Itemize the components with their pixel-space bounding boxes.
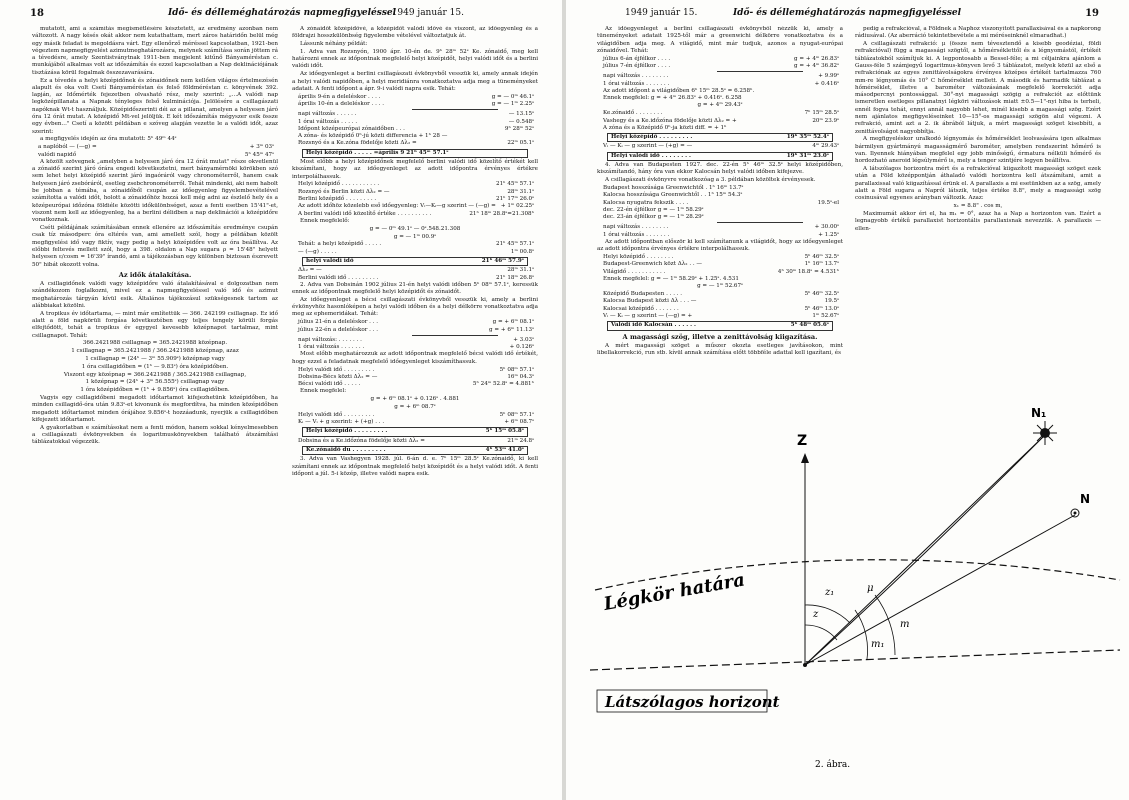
calculation-row [597, 224, 843, 231]
calculation-value: 19ʰ 31ᵐ 23.0ˢ [786, 152, 829, 159]
calculation-label: Helyi középidő . . . . . . . . . . . [298, 181, 380, 188]
calculation-row [292, 241, 538, 248]
calculation-row [597, 214, 843, 221]
calculation-value: 28ᵐ 31.1ˢ [507, 267, 534, 274]
calculation-label: Az adott időhöz közelebb eső időegyenleg: Vᵢ—Kᵢ—g szerint — (—g) = [298, 203, 496, 210]
calculation-row [597, 313, 843, 320]
sum-rule [717, 222, 803, 223]
calculation-row [597, 276, 843, 283]
calculation-label: Dobsina és a Ke.időzóna födelője közti Δλ₂ = [298, 437, 425, 444]
calculation-label: Δλ₂ = — [298, 267, 322, 274]
calculation-value: 21ʰ 18ᵐ 28.8ˢ=21.308ʰ [469, 210, 534, 217]
calculation-label: július 22-én a deleléskor . . . [298, 326, 379, 333]
calculation-label: napi változás . . . . . . . . [603, 224, 669, 231]
calculation-label: Vashegy és a Ke.időzóna födelője közti Δλ₂ = + [603, 117, 737, 124]
left-page [0, 0, 564, 800]
calculation-label: Időpont középeurópai zónaidőben . . . [298, 125, 405, 132]
calculation-value: 20ᵐ 23.9ˢ [812, 117, 839, 124]
calculation-row [597, 88, 843, 95]
calculation-row [292, 203, 538, 210]
section-heading: A magassági szög, illetve a zenittávolság kiigazítása. [622, 332, 818, 341]
calculation-label: Ke.zónaidő du . . . . . . . . . [306, 447, 386, 454]
calculation-value: 7ʰ 15ᵐ 28.5ˢ [804, 110, 839, 117]
calculation-label: helyi valódi idő [306, 257, 354, 264]
calculation-row [292, 319, 538, 326]
calculation-row [597, 192, 843, 199]
calculation-value: 5ʰ 08ᵐ 57.1ˢ [499, 411, 534, 418]
calculation-value: 28ᵐ 31.1ˢ [507, 188, 534, 195]
calculation-value: 5ʰ 46ᵐ 13.0ˢ [804, 305, 839, 312]
calculation-row [597, 110, 843, 117]
paragraph: Az időegyenleget a berlini csillagászati évkönyvből nézzük ki, amely a tüneményeket adatait 1925-től már a greenwichi délkörre vonatkoztatva és a világidőben adja meg. A világidő, mint már tudjuk, azonos a nyugat-európai zónaidővel. Tehát: [597, 26, 843, 54]
calculation-label: Tehát: a helyi középidő . . . . . [298, 241, 382, 248]
true-sun-ray [805, 515, 1075, 665]
calculation-value: 21ʰ 18ᵐ 26.8ˢ [496, 274, 534, 281]
calculation-label: A zóna és a Középidő 0ʰ-ja közti diff. = + 1ʰ [603, 124, 727, 131]
paragraph: 3. Adva van Vashegyen 1928. júl. 6-án d. e. 7ʰ 15ᵐ 28.5ˢ Ke.zónaidő, ki kell számítani ennek az időpontnak megfelelő helyi középidőt és a helyi valódi időt. A fenti időpont a júl. 5-i közép, illetve valódi napra esik. [292, 456, 538, 477]
calculation-label: Bécsi valódi idő . . . . . [298, 381, 361, 388]
right-page-column-1 [597, 26, 843, 390]
calculation-value: 4ʰ 53ᵐ 41.0ˢ [485, 447, 524, 454]
formula-line: g = + 4ᵐ 29.43ˢ [697, 102, 743, 109]
left-page-column-2 [292, 26, 538, 794]
calculation-row [597, 269, 843, 276]
calculation-label: Berlini középidő . . . . . . . . . [298, 196, 377, 203]
calculation-row [607, 321, 833, 330]
formula-line: 1 középnap = (24ʰ + 3ᵐ 56.555ˢ) csillagnap vagy [85, 379, 225, 386]
calculation-row [292, 101, 538, 108]
calculation-label: Helyi valódi idő . . . . . . . . [611, 152, 691, 159]
issue-date: 1949 január 15. [625, 8, 698, 18]
paragraph: Vagyis egy csillagidőbeni megadott időtartamot kifejezhetünk középidőben, ha minden csillagidő-óra után 9.83ˢ-et kivonunk és megfordítva, ha minden középidőben megadott időtartamot minden órájához 9.856ˢ-t hozzáadunk, nyerjük a csillagidőben kifejezett időtartamot. [32, 395, 278, 423]
formula-line: 1 óra csillagidőben = (1ʰ — 9.83ˢ) óra középidőben. [81, 363, 229, 370]
running-title: Idő- és délleméghatározás napmegfigyeléssel [732, 8, 962, 18]
calculation-row [597, 232, 843, 239]
calculation-label: Ke.zónaidő . . . . . . . . [603, 110, 663, 117]
calculation-row [292, 249, 538, 256]
calculation-label: Budapest-Greenwich közt Δλ₂ . . — [603, 261, 703, 268]
atmosphere-label: Légkör határa [602, 569, 747, 615]
left-page-column-1 [32, 26, 278, 794]
calculation-label: Az adott időpont a világidőben 6ʰ 15ᵐ 28.5ˢ = 6.258ʰ. [603, 87, 755, 94]
calculation-value: + 3.03ˢ [513, 336, 534, 343]
sum-rule [717, 71, 803, 72]
paragraph: A gyakorlatban e számításokat nem a fenti módon, hanem sokkal kényelmesebben a csillagászati évkönyvekben és logaritmuskönyvekben található átszámítási táblázatokkal végezzük. [32, 424, 278, 446]
calculation-row [607, 133, 833, 142]
calculation-value: 1ᵐ 00.8ˢ [510, 248, 534, 255]
refraction-diagram [575, 395, 1124, 795]
calculation-value: + 1.25ˢ [818, 231, 839, 238]
paragraph: A csillagászati évkönyvre vonatkozóag a 3. példában közöltek érvényesek. [605, 177, 816, 184]
calculation-row [292, 211, 538, 218]
formula-line: 1 csillagnap = 365.2421988 / 366.2421988 középnap, azaz [71, 348, 239, 355]
calculation-value: 21ʰ 17ᵐ 26.0ˢ [496, 196, 534, 203]
calculation-label: Helyi középidő . . . . . . . . [603, 254, 674, 261]
label-n: N [1080, 492, 1091, 506]
calculation-row [597, 200, 843, 207]
calculation-row [292, 119, 538, 126]
paragraph: A közölt szövegnek „amelyben a helyesen járó óra 12 órát mutat" része okvetlenül a zónaidő szerint járó órára engedi következtetni, mert bányamérnöki körökben szó sem lehet helyi középidő szerint járó ingaóráról vagy chronométerről, hanem csak helyesen járó zsebóráról, esetleg zsebchronométerről. Tehát mindenki, aki nem habolt be jobban a témába, a zónaidőből csupán az időegyenleg figyelembevételével számította a valódi időt, holott a zónaidőhöz hozzá kell még adni az észlelő hely és a középeurópai időzóna földiéle közötti időkülönbséget, azaz a fenti esetben 15'41"-et, viszont nem kell az időegyenleg, ha a berlini délidben a nap deklinációi a középidőre vonatkoznak. [32, 158, 278, 224]
calculation-label: Valódi idő Kalocsán . . . . . . [611, 322, 696, 329]
calculation-label: dec. 23-án éjfélkor g = — 1ᵐ 28.29ˢ [603, 214, 704, 221]
calculation-label: 1 órai változás . . . . . . . [298, 344, 365, 351]
calculation-row [292, 181, 538, 188]
calculation-label: 1 órai változás . . . . . . . [603, 80, 670, 87]
calculation-value: 19.5ˢ [824, 298, 839, 305]
calculation-label: Vᵢ — Kᵢ — g szerint — (—g) = + [603, 312, 693, 319]
calculation-row [292, 94, 538, 101]
running-title: Idő- és délleméghatározás napmegfigyeléssel [167, 8, 397, 18]
sum-rule [412, 109, 498, 110]
calculation-value: 22ᵐ 05.1ˢ [507, 140, 534, 147]
calculation-row [597, 118, 843, 125]
calculation-value: + 0.416ˢ [814, 80, 839, 87]
calculation-row [32, 144, 278, 151]
calculation-row [597, 306, 843, 313]
calculation-row [292, 381, 538, 388]
sum-rule [412, 335, 498, 336]
calculation-value: 4ʰ 30ᵐ 18.8ˢ = 4.531ʰ [777, 268, 839, 275]
paragraph: 1. Adva van Rozsnyón, 1900 ápr. 10-én de. 9ʰ 28ᵐ 52ˢ Ke. zónaidő, meg kell határozni ennek az időpontnak megfelelő helyi középidőt, helyi valódi időt és a berlini valódi időt. [292, 48, 538, 70]
calculation-row [597, 63, 843, 70]
figure-caption: 2. ábra. [815, 760, 851, 770]
sun-n1-icon [1033, 421, 1057, 445]
paragraph: Ennek megfelel: [300, 388, 347, 395]
calculation-label: — (—g) . . . . . [298, 248, 337, 255]
paragraph: pedig a refrakcióval, a Földnek a Naphoz viszonyított parallaxisával és a napkorong rádiusával. (Az aberráció tekintetbevétele a mi méréseinknél elmaradhat.) [855, 26, 1101, 40]
paragraph: Most előbb meghatározzuk az adott időpontnak megfelelő bécsi valódi idő értékét, hogy ezzel a feladatnak megfelelő időegyenleget kiszámíthassuk. [292, 351, 538, 365]
calculation-value: g = + 4ᵐ 36.82ˢ [794, 62, 839, 69]
calculation-row [302, 257, 528, 266]
calculation-label: A zóna- és középidő 0ʰ-jú közti differencia + 1ʰ 28 — [298, 133, 448, 140]
calculation-value: g = + 4ᵐ 26.83ˢ [794, 55, 839, 62]
paragraph: Ennek megfelelő: [300, 217, 350, 224]
formula-line: g = — 0ᵐ 49.1ˢ — 0ˢ.548.21.308 [369, 225, 461, 232]
calculation-value: + 3ᵐ 03ˢ [249, 144, 274, 151]
paragraph: Ez a tévedés a helyi középidőnek és zónaidőnek nem kellően világos értelmezésén alapult és oka volt Csetí Bányaméréstan és felső földméréstan c. könyvének 392. lapján, az Időmérték fejezetben olvasható rész, mely szerint: „...A valódi nap legközépillanata a Napnak tényleges felső kulminációja. Jelölésére a csillagászati napóknak Wt-t használjuk. Középidőszerinti déi az a pillanat, amelyen a helyesen járó óra 12 órát mutat. A középidő Mt-vel jelöljük. E két időszámítás mégyszer esik össze egy évben..." Csetí a között példában e szóveg alapján vezette le a valódi időt, azaz szerint: [32, 77, 278, 135]
calculation-value: + 9.99ˢ [818, 73, 839, 80]
calculation-row [292, 275, 538, 282]
formula-line: g = + 6ᵐ 08.1ˢ + 0.126ˢ . 4.881 [370, 396, 460, 403]
calculation-row [292, 111, 538, 118]
formula-line: g = — 1ᵐ 52.67ˢ [697, 283, 743, 290]
paragraph: A csillagászati refrakció: μ (össze nem tévesztendő a kisebb geodéziai, földi refrakcióval) függ a magassági szögtől, a hőmérséklettől és a légnyomástól, értékét táblázatokból számítjuk ki. A legpontosabb a Bessel-féle; a mi céljainkra ajánlom a Gauss-féle 5 számjegyű logaritmus-könyven levő 3 táblázatot, melyek közül az első a refrakciónak az egyes zenittávolságokra érvényes középes értékét tartalmazza 760 mm-re légnyomás és 10° C hőmérséklet mellett. A második és harmadik táblázat a hőmérséklet, illetve a barométer változásának megfelelő korrekciót adja másodpercnyi pontossággal. 30°-nyi magassági szögig a refrakciót az előttünk ismeretlen esetleges pillanatnyi légköri változások miatt ±0.5—1"-nyi hiba is terheli, ennél fogva tehát, ennyi annál nagyobb lehet, minél kisebb a magassági szög. Ezért nem ajánlatos megfigyeléseinket 10—15°-os magassági szögön alul végezni. A refrakció, amint azt a 2. ik ábrából látjuk, a mért magassági szöget kisebbíti, a zenittávolságot nagyobbítja. [855, 41, 1101, 135]
calculation-value: 21ʰ 45ᵐ 57.1ˢ [496, 181, 534, 188]
calculation-value: 21ᵐ 24.8ˢ [507, 437, 534, 444]
zenith-arrow-icon [801, 453, 809, 463]
calculation-label: július 21-én a deleléskor . . . [298, 319, 379, 326]
calculation-row [597, 143, 843, 150]
calculation-label: Rozsnyó és Berlin közti Δλ₂ = — [298, 188, 390, 195]
formula-line: x₁ = 8.8" . cos m, [953, 203, 1003, 210]
calculation-value: 5ʰ 46ᵐ 32.5ˢ [804, 291, 839, 298]
calculation-value: 19.5ˢ-el [817, 199, 839, 206]
paragraph: mutatott, ami a számítás megismétlésére késztetett, az eredmény azonban nem változott. A nagy késés okát akkor nem kutathattam, mert záros határidőn belül még egy másik feladat is megoldásra várt. Egy ellenőrző méréssel kapcsolatban, 1921-ben végeztem napmegfigyelést azimutmeghatározásra, melynek számítása során jöttem rá a tévedésre, amely Szentistványtnak 1911-ben megjelent kitűnő Bányaméréstan c. munkájából alkalmas volt az időszámítás és ezzel kapcsolatban a Nap deklinációjának tisztázása körül fogalmak összezavarására. [32, 26, 278, 76]
calculation-row [302, 427, 528, 436]
calculation-row [292, 327, 538, 334]
paragraph: Maximumát akkor éri el, ha m₁ = 0°, azaz ha a Nap a horizonton van. Ezért a legnagyobb értékű parallaxist horizontális parallaxisnak nevezzük. A parallaxis — ellen- [855, 210, 1101, 232]
calculation-label: július 7-én éjfélkor . . . . [603, 62, 671, 69]
calculation-value: 4ᵐ 29.43ˢ [812, 143, 839, 150]
calculation-value: 5ʰ 08ᵐ 57.1ˢ [499, 366, 534, 373]
paragraph: A zónaidőt középidővé, a középidőt valódi idővé és viszont, az időegyenleg és a földrajzi hosszkülönbség figyelembe vételével változtatjuk át. [292, 26, 538, 40]
paragraph: A csillagidőnek valódi vagy középidőre való átalakításával e dolgozatban nem szándékozom foglalkozni, mivel ez a napmegfigyeléssel való idő és azimut meghatározás tárgyán kívül esik. Általános tájékozásul szükségesnek tartom az alábbiakat közölni. [32, 281, 278, 309]
calculation-label: Helyi valódi idő . . . . . . . . . [298, 366, 375, 373]
calculation-value: — 13.15ˢ [508, 111, 534, 118]
calculation-row [597, 261, 843, 268]
calculation-row [607, 152, 833, 161]
calculation-label: A berlini valódi idő közelítő értéke . . . . . . . . . . [298, 210, 432, 217]
calculation-value: 1ᵐ 52.67ˢ [812, 312, 839, 319]
formula-line: 1 óra középidőben = (1ʰ + 9.856ˢ) óra csillagidőben. [80, 387, 230, 394]
formula-line: Viszont egy középnap = 366.2421988 / 365.2421988 csillagnap, [63, 371, 247, 378]
calculation-value: g = + 6ᵐ 08.1ˢ [492, 319, 534, 326]
paragraph: a megfigyelés idején az óra mutatott: 5ʰ 49ᵐ 44ˢ [40, 136, 177, 143]
paragraph: 2. Adva van Dobsinán 1902 július 21-én helyi valódi időben 5ʰ 08ᵐ 57.1ˢ, keressük ennek az időpontnak megfelelő helyi középidőt és zónaidőt. [292, 281, 538, 296]
calculation-value: 19ʰ 35ᵐ 52.4ˢ [786, 134, 829, 141]
formula-line: 1 csillagnap = (24ʰ — 3ᵐ 55.909ˢ) középnap vagy [85, 356, 225, 363]
calculation-value: + 0.126ˢ [509, 344, 534, 351]
calculation-row [292, 189, 538, 196]
calculation-value: 5ʰ 48ᵐ 05.6ˢ [790, 322, 829, 329]
calculation-label: Kalocsa hosszúsága Greenwichtől . . 1ʰ 15ᵐ 54.3ˢ [603, 192, 743, 199]
calculation-label: napi változás . . . . . . [298, 111, 357, 118]
section-heading: Az idők átalakítása. [118, 270, 192, 279]
sun-n-icon [1071, 509, 1079, 517]
page-number: 18 [30, 8, 44, 19]
calculation-row [292, 367, 538, 374]
paragraph: A megfigyeléskor uralkodó légnyomás és hőmérséklet leolvasására igen alkalmas bármilyen gyártmányú magasságmérő barométer, amelyben rendszerint hőmérő is van. Ilyennek hiányában megfelel egy jobb minőségű, érmatura nélküli hőmérő és hordozható aneroid légsúlymérő is, mely a tenger szintjére legyen beállítva. [855, 136, 1101, 165]
right-page [565, 0, 1129, 800]
paragraph: A tropikus év időtartama, — mint már említettük — 366. 242199 csillagnap. Ez idő alatt a föld napkörüli forgása következtében egy teljes tengely körüli forgás elfejtődött, tehát a tropikus év egygyel kevesebb középnapot tartalmaz, mint csillagnapot. Tehát: [32, 310, 278, 339]
calculation-label: dec. 22-én éjfélkor g = — 1ᵐ 58.29ˢ [603, 206, 704, 213]
angle-z-arc [805, 625, 837, 640]
calculation-label: július 6-án éjfélkor . . . . [603, 55, 671, 62]
paragraph: Az időegyenleget a bécsi csillagászati évkönyvből vesszük ki, amely a berlini évkönyvhöz hasonlóképen a helyi valódi időben és a helyi délkörre vonatkoztatva adja meg az ephemeridákat. Tehát: [292, 296, 538, 318]
calculation-label: Budapest hosszúsága Greenwichtől . 1ʰ 16ᵐ 13.7ˢ [603, 184, 744, 191]
calculation-label: Helyi középidő . . . . . . . . . [611, 134, 693, 141]
figure-2-diagram [575, 395, 1124, 799]
calculation-value: 1ʰ 16ᵐ 13.7ˢ [804, 261, 839, 268]
calculation-label: Ennek megfelel: g = + 4ᵐ 26.83ˢ + 0.416ˢ. 6.258 [603, 95, 742, 102]
calculation-row [292, 419, 538, 426]
calculation-label: Ennek megfelel: g = — 1ᵐ 58.29ˢ + 1.25ˢ. 4.531 [603, 276, 739, 282]
calculation-label: Kalocsa nyugatra fekszik . . . . [603, 199, 689, 206]
calculation-value: 16ᵐ 04.3ˢ [507, 373, 534, 380]
calculation-label: valódi napidő [38, 151, 77, 158]
calculation-label: Középidő Budapesten . . . . . [603, 291, 683, 298]
calculation-label: Rozsnyó és a Ke.zóna födelője közti Δλ₂ = [298, 140, 417, 147]
issue-date: 1949 január 15. [391, 8, 464, 18]
calculation-label: Világidő . . . . . . . . . . . [603, 268, 666, 275]
calculation-row [292, 438, 538, 445]
calculation-value: 21ʰ 45ᵐ 57.1ˢ [496, 241, 534, 248]
calculation-value: 9ʰ 28ᵐ 52ˢ [504, 125, 534, 132]
label-m1: m₁ [871, 639, 885, 650]
label-m: m [900, 619, 910, 630]
right-page-header [595, 8, 1099, 24]
calculation-row [32, 152, 278, 159]
left-page-header [30, 8, 534, 24]
calculation-value: g = — 0ᵐ 46.1ˢ [491, 93, 534, 100]
calculation-label: napi változás: . . . . . . . [298, 336, 362, 343]
paragraph: Az adott időpontban először ki kell számítanunk a világidőt, hogy az időegyenleget az adott időpontra érvényes értékre interpolálhassuk. [597, 239, 843, 253]
calculation-value: g = — 1ᵐ 2.25ˢ [491, 100, 534, 107]
calculation-value: 5ʰ 24ᵐ 52.8ˢ = 4.881ʰ [472, 381, 534, 388]
label-z: z [813, 609, 819, 620]
label-n1: N₁ [1031, 406, 1047, 420]
paragraph: Cséti példájának számításában ennek ellenére az időszámítás eredménye csupán csak tíz másodperc óra eltérés van, ami amellett szól, hogy a példában közölt megfigyelési idő vagy fiktív, vagy pedig a helyi középidőre volt az óra beállítva. Az előbbi feltevés mellett szól, hogy a 398. oldalon a Nap sugara ρ = 15'48" helyett helyesen ε/cosm = 16'39" írandó, ami a tájékozásban egy különben biztosan észrevett 50" hibát okozott volna. [32, 225, 278, 268]
calculation-value: 21ʰ 46ᵐ 57.9ˢ [481, 257, 524, 264]
calculation-label: a naplóból — (—g) = [38, 144, 97, 151]
calculation-value: + 30.00ˢ [814, 224, 839, 231]
calculation-label: Dobsina-Bécs közti Δλ₂ = — [298, 373, 378, 380]
calculation-value: 5ʰ 46ᵐ 32.5ˢ [804, 254, 839, 261]
calculation-value: g = + 6ᵐ 11.13ˢ [489, 326, 534, 333]
paragraph: A látszólagos horizontra mért és a refrakcióval kiigazított magassági szöget ezek után a Föld középpontján áthaladó valódi horizontra kell átszámítani, amit a parallaxissal való kiigazítással érünk el. A parallaxis a mi esetünkben az a szög, amely alatt a Föld sugara a Napról látszik, teljes értéke 8.8", mely a magassági szög cosinusával egyenes arányban változik. Azaz: [855, 166, 1101, 202]
apparent-sun-ray [805, 435, 1045, 665]
calculation-label: Helyi középidő . . . . . . . . . [306, 428, 388, 435]
paragraph: 4. Adva van Budapesten 1927. dec. 22-én 5ʰ 46ᵐ 32.5ˢ helyi középidőben, kiszámítandó, hány óra van ekkor Kalocsán helyi valódi időben kifejezve. [597, 162, 843, 176]
paragraph: Az időegyenleget a berlini csillagászati évkönyvből vesszük ki, amely annak idején a helyi valódi napidőben, a helyi meridiánra vonatkoztatva adja meg a tüneményeket adatait. A fenti időpont a ápr. 9-i valódi napra esik. Tehát: [292, 71, 538, 92]
calculation-label: Helyi valódi idő . . . . . . . . . [298, 411, 375, 418]
calculation-label: április 9-én a deleléskor . . . . [298, 93, 381, 100]
calculation-row [292, 140, 538, 147]
calculation-label: április 10-én a deleléskor . . . . [298, 100, 385, 107]
calculation-row [292, 267, 538, 274]
calculation-label: Vᵢ — Kᵢ — g szerint — (+g) = — [603, 143, 693, 150]
calculation-label: Kᵢ — Vᵢ + g szerint: + (+g) . . . [298, 419, 385, 426]
calculation-row [597, 56, 843, 63]
calculation-label: 1 órai változás . . . . . . . [603, 231, 670, 238]
label-mu: μ [867, 583, 874, 594]
calculation-row [597, 95, 843, 102]
formula-line: 366.2421988 csillagnap = 365.2421988 középnap. [82, 340, 228, 347]
calculation-value: + 1ᵐ 02.25ˢ [500, 203, 534, 210]
calculation-label: Helyi középidő . . . . . =április 9 21ʰ 45ᵐ 57.1ˢ [306, 149, 449, 156]
formula-line: g = + 6ᵐ 08.7ˢ [394, 404, 436, 411]
calculation-label: napi változás . . . . . . . . [603, 73, 669, 80]
paragraph: Most előbb a helyi középidőnek megfelelő berlini valódi idő közelítő értékét kell kiszámítani, hogy az időegyenleget az adott időpontra érvényes értékre interpolálhassuk. [292, 159, 538, 180]
calculation-row [597, 291, 843, 298]
calculation-row [597, 125, 843, 132]
calculation-value: 5ʰ 45ᵐ 47ˢ [244, 151, 274, 158]
formula-line: g = — 1ᵐ 00.9ˢ [393, 233, 437, 240]
right-page-column-2 [855, 26, 1101, 390]
calculation-row [597, 81, 843, 88]
calculation-row [597, 298, 843, 305]
calculation-label: Berlini valódi idő . . . . . . . . . [298, 274, 379, 281]
horizon-label: Látszólagos horizont [605, 693, 780, 711]
label-z1: z₁ [825, 587, 835, 598]
angle-z1-arc [805, 605, 850, 623]
paragraph: A mért magassági szöget a műszer okozta esetleges javításokon, mint libellakorrekció, run stb. kívül annak számítása előtt többféle adattal kell igazítani, és [597, 342, 843, 357]
calculation-label: Kalocsai középidő . . . . . . . [603, 305, 679, 312]
label-z-top: Z [797, 433, 808, 449]
page-number: 19 [1085, 8, 1099, 19]
calculation-value: — 0.548ˢ [508, 118, 534, 125]
paragraph: Lássunk néhány példát: [300, 41, 368, 48]
calculation-row [302, 149, 528, 158]
apparent-horizon-line [590, 650, 1120, 670]
calculation-row [302, 446, 528, 455]
calculation-label: 1 órai változás . . . . . [298, 118, 358, 125]
calculation-row [597, 73, 843, 80]
calculation-value: 5ʰ 15ᵐ 05.8ˢ [485, 428, 524, 435]
calculation-value: + 6ᵐ 08.7ˢ [504, 419, 534, 426]
calculation-label: Kalocsa Budapest közti Δλ . . . — [603, 298, 697, 305]
